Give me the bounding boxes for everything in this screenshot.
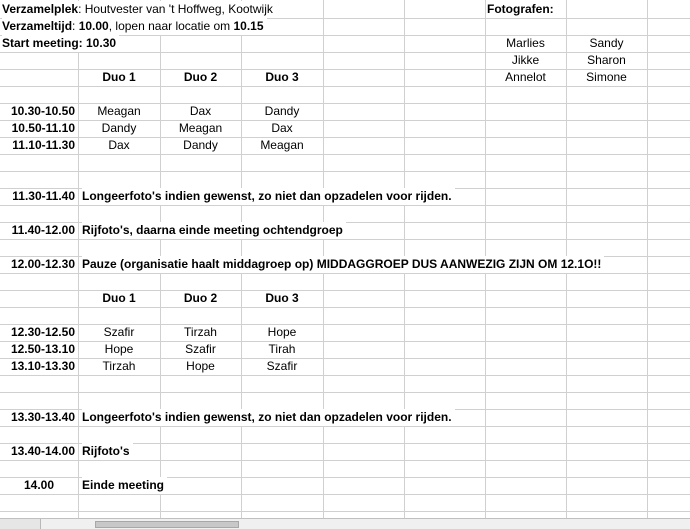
activity-note[interactable]: Rijfoto's, daarna einde meeting ochtendgroep — [82, 222, 346, 239]
duo-header[interactable]: Duo 1 — [102, 291, 136, 305]
verzamelplek-cell[interactable] — [2, 1, 276, 18]
time-slot[interactable]: 12.00-12.30 — [10, 257, 75, 271]
grid-line — [0, 239, 690, 240]
time-slot[interactable]: 11.40-12.00 — [11, 223, 75, 237]
schedule-cell[interactable]: Szafir — [103, 325, 135, 339]
schedule-cell[interactable]: Dandy — [264, 104, 300, 118]
schedule-cell[interactable]: Meagan — [260, 138, 304, 152]
schedule-cell[interactable]: Szafir — [266, 359, 298, 373]
activity-note[interactable]: Einde meeting — [82, 477, 167, 494]
grid-line — [0, 511, 690, 512]
schedule-cell[interactable]: Dax — [189, 104, 212, 118]
time-slot[interactable]: 10.30-10.50 — [10, 104, 75, 118]
time-slot[interactable]: 11.10-11.30 — [12, 138, 75, 152]
duo-header[interactable]: Duo 3 — [265, 291, 299, 305]
grid-line — [0, 392, 690, 393]
scrollbar-thumb[interactable] — [95, 521, 239, 528]
grid-line — [0, 426, 690, 427]
grid-line — [0, 273, 690, 274]
photographer-name[interactable]: Jikke — [511, 53, 540, 67]
schedule-cell[interactable]: Dax — [271, 121, 293, 135]
duo-header[interactable]: Duo 2 — [183, 291, 218, 305]
activity-note[interactable]: Longeerfoto's indien gewenst, zo niet dan opzadelen voor rijden. — [82, 409, 455, 426]
activity-note[interactable]: Rijfoto's — [82, 443, 133, 460]
schedule-cell[interactable]: Tirzah — [184, 325, 217, 339]
duo-header[interactable]: Duo 3 — [265, 70, 299, 84]
grid-line — [0, 375, 690, 376]
grid-line — [0, 171, 690, 172]
photographer-name[interactable]: Annelot — [505, 70, 546, 84]
time-slot[interactable]: 14.00 — [23, 478, 55, 492]
grid-line — [0, 494, 690, 495]
grid-line — [0, 307, 690, 308]
schedule-cell[interactable]: Hope — [104, 342, 134, 356]
horizontal-scrollbar[interactable] — [0, 518, 690, 529]
photographer-name[interactable]: Sharon — [587, 53, 626, 67]
time-slot[interactable]: 12.50-13.10 — [10, 342, 75, 356]
verzameltijd-mid: , lopen naar locatie om — [108, 19, 234, 33]
schedule-cell[interactable]: Hope — [267, 325, 297, 339]
verzameltijd-pre: : — [72, 19, 79, 33]
schedule-cell[interactable]: Tirah — [268, 342, 296, 356]
schedule-cell[interactable]: Dax — [108, 138, 130, 152]
time-slot[interactable]: 13.30-13.40 — [10, 410, 75, 424]
grid-line — [0, 460, 690, 461]
photographers-title[interactable]: Fotografen: — [487, 2, 554, 16]
activity-note[interactable]: Longeerfoto's indien gewenst, zo niet dan opzadelen voor rijden. — [82, 188, 455, 205]
verzameltijd-time: 10.00 — [78, 19, 109, 33]
schedule-cell[interactable]: Szafir — [185, 342, 216, 356]
time-slot[interactable]: 12.30-12.50 — [10, 325, 75, 339]
duo-header[interactable]: Duo 1 — [102, 70, 136, 84]
grid-line — [0, 86, 690, 87]
verzameltijd-label: Verzameltijd — [2, 19, 73, 33]
duo-header[interactable]: Duo 2 — [183, 70, 218, 84]
time-slot[interactable]: 11.30-11.40 — [12, 189, 75, 203]
photographer-name[interactable]: Marlies — [506, 36, 545, 50]
start-meeting[interactable]: Start meeting: 10.30 — [2, 35, 119, 52]
grid-line — [0, 205, 690, 206]
schedule-cell[interactable]: Tirzah — [102, 359, 136, 373]
schedule-cell[interactable]: Dandy — [101, 121, 137, 135]
schedule-cell[interactable]: Meagan — [178, 121, 223, 135]
time-slot[interactable]: 10.50-11.10 — [11, 121, 75, 135]
time-slot[interactable]: 13.40-14.00 — [10, 444, 75, 458]
schedule-cell[interactable]: Hope — [186, 359, 215, 373]
schedule-cell[interactable]: Dandy — [183, 138, 218, 152]
photographer-name[interactable]: Sandy — [589, 36, 624, 50]
grid-line — [0, 154, 690, 155]
pause-note[interactable]: Pauze (organisatie haalt middagroep op) MIDDAGGROEP DUS AANWEZIG ZIJN OM 12.1O!! — [82, 256, 604, 273]
grid-line — [647, 0, 648, 518]
verzameltijd-time2: 10.15 — [233, 19, 264, 33]
schedule-cell[interactable]: Meagan — [97, 104, 141, 118]
photographer-name[interactable]: Simone — [586, 70, 627, 84]
verzamelplek-value: : Houtvester van 't Hoffweg, Kootwijk — [78, 2, 273, 16]
verzamelplek-label: Verzamelplek — [2, 2, 79, 16]
verzameltijd-cell[interactable] — [2, 18, 267, 35]
time-slot[interactable]: 13.10-13.30 — [10, 359, 75, 373]
